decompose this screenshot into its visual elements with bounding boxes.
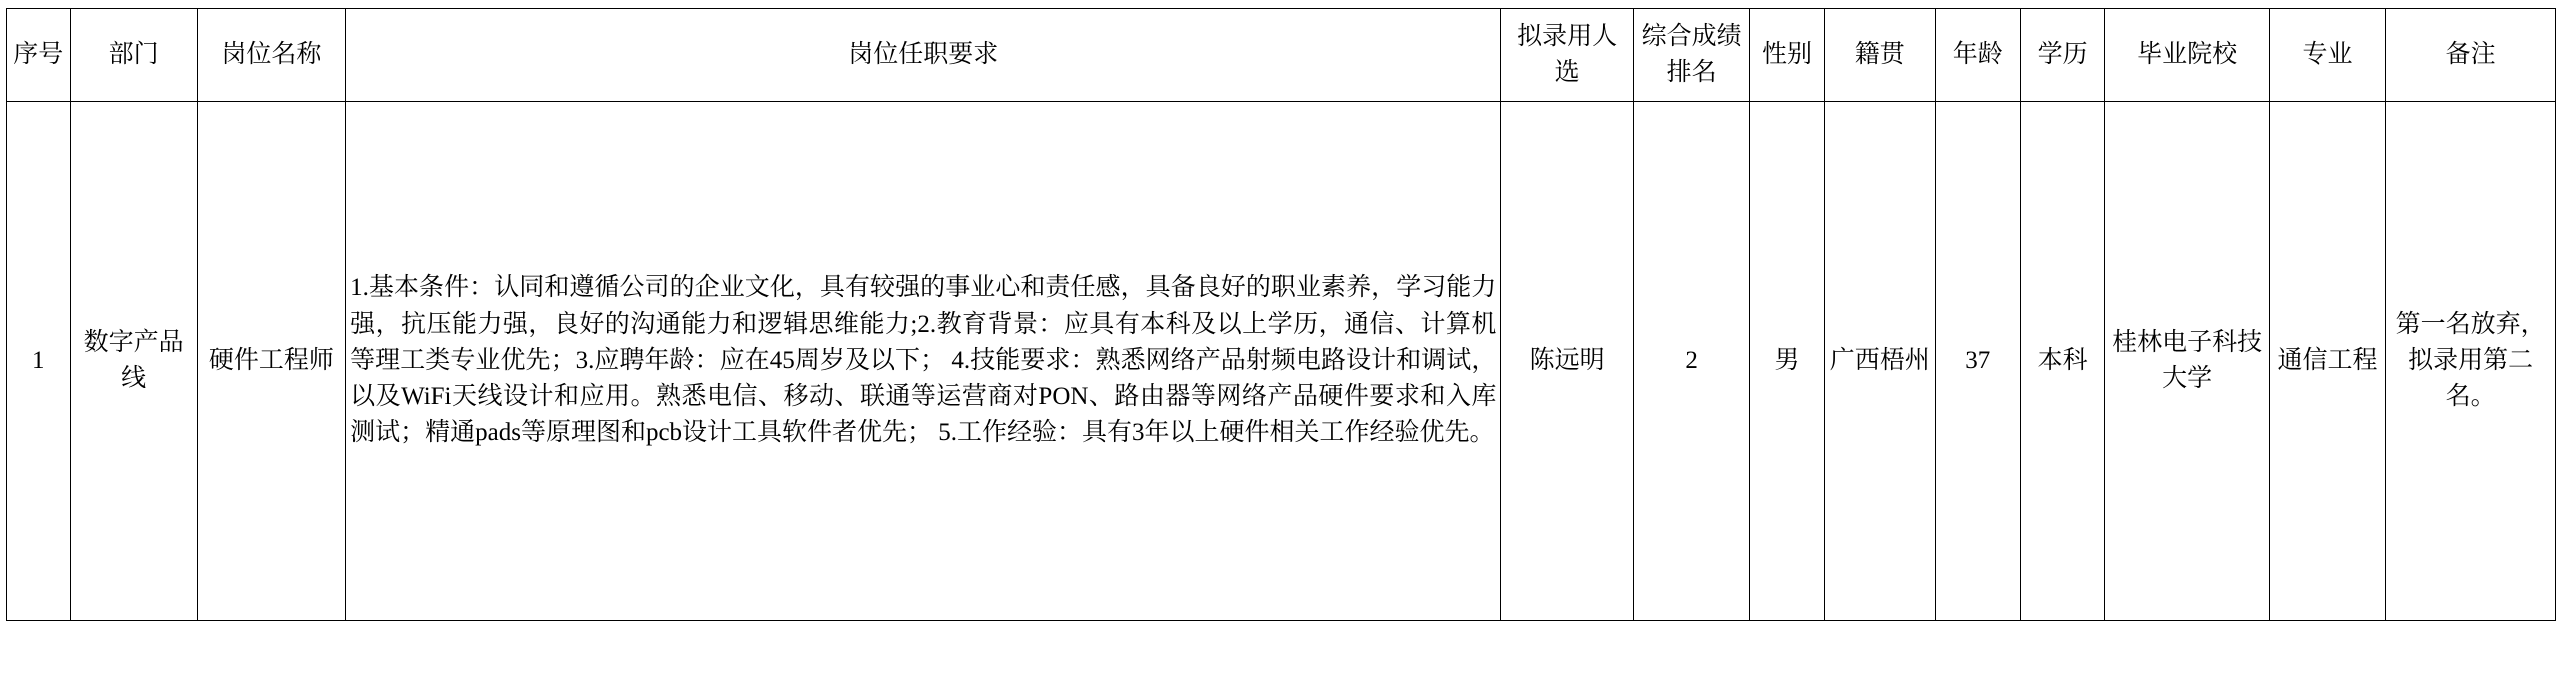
value-hometown: 广西梧州 [1829,346,1930,374]
header-label-seq: 序号 [13,40,64,68]
cell-major [2269,102,2386,621]
value-education: 本科 [2037,346,2088,374]
cell-hometown [1824,102,1935,621]
header-cell-education [2020,9,2105,102]
value-school: 桂林电子科技大学 [2112,328,2263,392]
recruitment-table [6,8,2556,621]
header-label-position: 岗位名称 [221,40,322,68]
table-row [7,102,2556,621]
cell-department [70,102,197,621]
cell-age [1935,102,2020,621]
header-label-rank: 综合成绩排名 [1641,22,1742,86]
header-cell-requirements [346,9,1501,102]
header-cell-gender [1750,9,1824,102]
header-cell-remark [2386,9,2556,102]
header-cell-position [197,9,345,102]
value-department: 数字产品线 [83,328,184,392]
cell-remark [2386,102,2556,621]
cell-gender [1750,102,1824,621]
cell-requirements [346,102,1501,621]
value-candidate: 陈远明 [1529,346,1605,374]
header-label-department: 部门 [108,40,159,68]
header-label-gender: 性别 [1762,40,1813,68]
value-remark: 第一名放弃，拟录用第二名。 [2395,310,2546,411]
header-cell-department [70,9,197,102]
header-label-remark: 备注 [2445,40,2496,68]
header-cell-rank [1633,9,1750,102]
header-label-age: 年龄 [1952,40,2003,68]
value-rank: 2 [1685,346,1698,374]
value-major: 通信工程 [2277,346,2378,374]
header-label-education: 学历 [2037,40,2088,68]
header-cell-candidate [1501,9,1633,102]
header-cell-major [2269,9,2386,102]
header-label-hometown: 籍贯 [1854,40,1905,68]
cell-seq [7,102,71,621]
cell-rank [1633,102,1750,621]
value-gender: 男 [1774,346,1800,374]
header-label-school: 毕业院校 [2137,40,2238,68]
value-seq: 1 [32,346,45,374]
cell-school [2105,102,2269,621]
header-cell-school [2105,9,2269,102]
header-cell-seq [7,9,71,102]
header-label-candidate: 拟录用人选 [1517,22,1618,86]
cell-position [197,102,345,621]
table-header-row [7,9,2556,102]
header-cell-hometown [1824,9,1935,102]
header-label-major: 专业 [2302,40,2353,68]
header-label-requirements: 岗位任职要求 [848,40,999,68]
value-age: 37 [1965,346,1991,374]
cell-candidate [1501,102,1633,621]
header-cell-age [1935,9,2020,102]
cell-education [2020,102,2105,621]
value-position: 硬件工程师 [208,346,334,374]
value-requirements: 1.基本条件：认同和遵循公司的企业文化，具有较强的事业心和责任感，具备良好的职业素养，学习能力强，抗压能力强，良好的沟通能力和逻辑思维能力;2.教育背景：应具有本科及以上学历，通信、计算机等理工类专业优先；3.应聘年龄：应在45周岁及以下； 4.技能要求：熟悉网络产品射频电路设计和调试，以及WiFi天线设计和应用。熟悉电信、移动、联通等运营商对PON、路由器等网络产品硬件要求和入库测试；精通pads等原理图和pcb设计工具软件者优先； 5.工作经验：具有3年以上硬件相关工作经验优先。 [350,274,1497,447]
